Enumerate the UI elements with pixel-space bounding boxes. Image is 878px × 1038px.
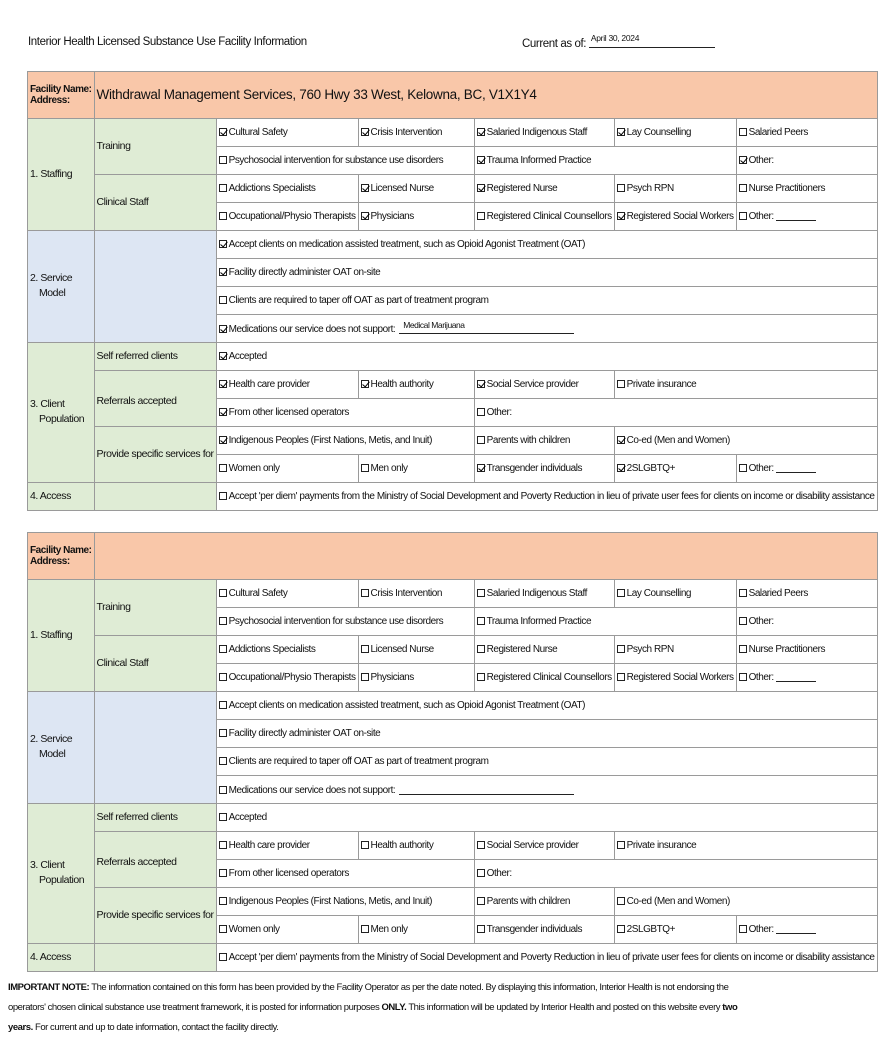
- accepted-label: Accepted: [228, 812, 267, 823]
- option-cell-psychosocial: [216, 147, 474, 175]
- option-cell-administer-oat: [216, 720, 877, 748]
- psych-rpn-label: Psych RPN: [626, 644, 674, 655]
- taper-oat-checkbox[interactable]: [219, 296, 227, 304]
- current-date-field[interactable]: [589, 35, 715, 48]
- administer-oat-checkbox[interactable]: [219, 729, 227, 737]
- cultural-safety-label: Cultural Safety: [228, 588, 288, 599]
- option-cell-indigenous: [216, 427, 474, 455]
- health-care-provider-label: Health care provider: [228, 379, 310, 390]
- registered-nurse-label: Registered Nurse: [486, 644, 558, 655]
- trauma-informed-checkbox[interactable]: [477, 617, 485, 625]
- other-licensed-checkbox[interactable]: [219, 869, 227, 877]
- health-care-provider-checkbox[interactable]: [219, 380, 227, 388]
- option-cell-addictions-specialists: [216, 636, 358, 664]
- option-cell-women-only: [216, 455, 358, 483]
- other-licensed-label: From other licensed operators: [228, 407, 349, 418]
- salaried-indigenous-label: Salaried Indigenous Staff: [486, 588, 587, 599]
- option-cell-salaried-peers: [736, 119, 877, 147]
- registered-nurse-label: Registered Nurse: [486, 183, 558, 194]
- nurse-practitioners-label: Nurse Practitioners: [748, 644, 826, 655]
- cultural-safety-checkbox[interactable]: [219, 589, 227, 597]
- social-service-label: Social Service provider: [486, 379, 579, 390]
- option-cell-other-licensed: [216, 399, 474, 427]
- current-as-of-label: Current as of:: [522, 38, 587, 50]
- option-cell-clinical-other: [736, 664, 877, 692]
- occupational-label: Occupational/Physio Therapists: [228, 211, 356, 222]
- provide-specific-label: Provide specific services for: [94, 888, 216, 944]
- clinical-other-blank-line[interactable]: [776, 672, 816, 682]
- psychosocial-checkbox[interactable]: [219, 156, 227, 164]
- option-cell-coed: [614, 427, 877, 455]
- option-cell-registered-social-workers: [614, 664, 736, 692]
- option-cell-health-care-provider: [216, 371, 358, 399]
- salaried-indigenous-checkbox[interactable]: [477, 128, 485, 136]
- option-cell-men-only: [358, 455, 474, 483]
- specific-other-label: Other:: [748, 924, 774, 935]
- medications-not-support-label: Medications our service does not support:: [228, 323, 396, 335]
- option-cell-social-service: [474, 832, 614, 860]
- current-date-value: April 30, 2024: [590, 33, 640, 43]
- salaried-peers-label: Salaried Peers: [748, 588, 808, 599]
- option-cell-taper-oat: [216, 748, 877, 776]
- taper-oat-label: Clients are required to taper off OAT as part of treatment program: [228, 295, 489, 306]
- note-text-3: For current and up to date information, contact the facility directly.: [32, 1022, 279, 1033]
- registered-counsellors-label: Registered Clinical Counsellors: [486, 672, 612, 683]
- health-care-provider-label: Health care provider: [228, 840, 310, 851]
- social-service-label: Social Service provider: [486, 840, 579, 851]
- option-cell-lay-counselling: [614, 119, 736, 147]
- staffing-section-label: 1. Staffing: [28, 119, 95, 231]
- licensed-nurse-label: Licensed Nurse: [370, 644, 434, 655]
- salaried-peers-checkbox[interactable]: [739, 589, 747, 597]
- medications-not-support-checkbox[interactable]: [219, 325, 227, 333]
- option-cell-salaried-indigenous: [474, 119, 614, 147]
- facility-name-row: [28, 533, 878, 580]
- per-diem-label: Accept 'per diem' payments from the Ministry of Social Development and Poverty Reduction in lieu of private user fees for clients on income or disability assistance: [228, 952, 875, 963]
- indigenous-checkbox[interactable]: [219, 897, 227, 905]
- trauma-informed-label: Trauma Informed Practice: [486, 155, 592, 166]
- registered-nurse-checkbox[interactable]: [477, 645, 485, 653]
- medications-not-support-label: Medications our service does not support:: [228, 784, 396, 796]
- lay-counselling-label: Lay Counselling: [626, 588, 692, 599]
- nurse-practitioners-checkbox[interactable]: [739, 184, 747, 192]
- parents-checkbox[interactable]: [477, 897, 485, 905]
- option-cell-registered-nurse: [474, 175, 614, 203]
- option-cell-psych-rpn: [614, 636, 736, 664]
- option-cell-transgender: [474, 455, 614, 483]
- taper-oat-checkbox[interactable]: [219, 757, 227, 765]
- indigenous-checkbox[interactable]: [219, 436, 227, 444]
- addictions-specialists-checkbox[interactable]: [219, 645, 227, 653]
- addictions-specialists-label: Addictions Specialists: [228, 183, 316, 194]
- private-insurance-checkbox[interactable]: [617, 380, 625, 388]
- option-cell-nurse-practitioners: [736, 175, 877, 203]
- occupational-label: Occupational/Physio Therapists: [228, 672, 356, 683]
- option-cell-salaried-peers: [736, 580, 877, 608]
- form-title: Interior Health Licensed Substance Use Facility Information: [28, 36, 307, 48]
- clinical-other-label: Other:: [748, 211, 774, 222]
- option-cell-transgender: [474, 916, 614, 944]
- private-insurance-label: Private insurance: [626, 379, 697, 390]
- other-licensed-label: From other licensed operators: [228, 868, 349, 879]
- option-cell-per-diem: [216, 483, 877, 511]
- women-only-label: Women only: [228, 463, 280, 474]
- crisis-intervention-label: Crisis Intervention: [370, 127, 443, 138]
- facility-name-address[interactable]: [94, 533, 877, 580]
- referrals-accepted-label: Referrals accepted: [94, 371, 216, 427]
- registered-counsellors-checkbox[interactable]: [477, 212, 485, 220]
- crisis-intervention-checkbox[interactable]: [361, 128, 369, 136]
- access-blank: [94, 944, 216, 972]
- option-cell-per-diem: [216, 944, 877, 972]
- client-population-section-label: 3. Client Population: [28, 343, 95, 483]
- indigenous-label: Indigenous Peoples (First Nations, Metis, and Inuit): [228, 435, 432, 446]
- other-licensed-checkbox[interactable]: [219, 408, 227, 416]
- service-model-blank: [94, 231, 216, 343]
- lgbtq-label: 2SLGBTQ+: [626, 463, 676, 474]
- access-section-label: 4. Access: [28, 483, 95, 511]
- facility-name-label: Facility Name: Address:: [28, 72, 95, 119]
- lay-counselling-checkbox[interactable]: [617, 589, 625, 597]
- current-as-of: [522, 35, 715, 50]
- coed-label: Co-ed (Men and Women): [626, 435, 730, 446]
- lgbtq-checkbox[interactable]: [617, 925, 625, 933]
- option-cell-training-other: [736, 147, 877, 175]
- social-service-checkbox[interactable]: [477, 380, 485, 388]
- per-diem-checkbox[interactable]: [219, 492, 227, 500]
- specific-other-label: Other:: [748, 463, 774, 474]
- registered-social-workers-checkbox[interactable]: [617, 212, 625, 220]
- occupational-checkbox[interactable]: [219, 673, 227, 681]
- accepted-checkbox[interactable]: [219, 813, 227, 821]
- physicians-label: Physicians: [370, 672, 414, 683]
- option-cell-physicians: [358, 664, 474, 692]
- registered-social-workers-label: Registered Social Workers: [626, 211, 734, 222]
- private-insurance-checkbox[interactable]: [617, 841, 625, 849]
- clinical-other-label: Other:: [748, 672, 774, 683]
- option-cell-accept-oat: [216, 692, 877, 720]
- referral-other-checkbox[interactable]: [477, 869, 485, 877]
- option-cell-coed: [614, 888, 877, 916]
- cultural-safety-label: Cultural Safety: [228, 127, 288, 138]
- option-cell-registered-nurse: [474, 636, 614, 664]
- men-only-checkbox[interactable]: [361, 464, 369, 472]
- facility-name-label: Facility Name: Address:: [28, 533, 95, 580]
- training-other-checkbox[interactable]: [739, 156, 747, 164]
- licensed-nurse-label: Licensed Nurse: [370, 183, 434, 194]
- health-authority-checkbox[interactable]: [361, 841, 369, 849]
- clinical-staff-label: Clinical Staff: [94, 636, 216, 692]
- option-cell-health-care-provider: [216, 832, 358, 860]
- self-referred-label: Self referred clients: [94, 804, 216, 832]
- parents-checkbox[interactable]: [477, 436, 485, 444]
- option-cell-addictions-specialists: [216, 175, 358, 203]
- women-only-label: Women only: [228, 924, 280, 935]
- physicians-checkbox[interactable]: [361, 212, 369, 220]
- option-cell-occupational: [216, 203, 358, 231]
- medications-not-support-checkbox[interactable]: [219, 786, 227, 794]
- salaried-peers-checkbox[interactable]: [739, 128, 747, 136]
- addictions-specialists-checkbox[interactable]: [219, 184, 227, 192]
- men-only-checkbox[interactable]: [361, 925, 369, 933]
- option-cell-registered-social-workers: [614, 203, 736, 231]
- training-other-label: Other:: [748, 616, 774, 627]
- option-cell-cultural-safety: [216, 580, 358, 608]
- occupational-checkbox[interactable]: [219, 212, 227, 220]
- option-cell-referral-other: [474, 399, 877, 427]
- lay-counselling-label: Lay Counselling: [626, 127, 692, 138]
- option-cell-medications-not-support: [216, 776, 877, 804]
- option-cell-clinical-other: [736, 203, 877, 231]
- clinical-other-checkbox[interactable]: [739, 212, 747, 220]
- addictions-specialists-label: Addictions Specialists: [228, 644, 316, 655]
- option-cell-registered-counsellors: [474, 203, 614, 231]
- medications-unsupported-field[interactable]: [399, 784, 574, 795]
- option-cell-registered-counsellors: [474, 664, 614, 692]
- licensed-nurse-checkbox[interactable]: [361, 645, 369, 653]
- option-cell-specific-other: [736, 916, 877, 944]
- option-cell-lay-counselling: [614, 580, 736, 608]
- option-cell-psychosocial: [216, 608, 474, 636]
- psychosocial-label: Psychosocial intervention for substance use disorders: [228, 616, 444, 627]
- service-model-section-label: 2. Service Model: [28, 231, 95, 343]
- option-cell-psych-rpn: [614, 175, 736, 203]
- option-cell-parents: [474, 427, 614, 455]
- option-cell-indigenous: [216, 888, 474, 916]
- salaried-peers-label: Salaried Peers: [748, 127, 808, 138]
- clinical-other-blank-line[interactable]: [776, 211, 816, 221]
- psych-rpn-label: Psych RPN: [626, 183, 674, 194]
- registered-counsellors-checkbox[interactable]: [477, 673, 485, 681]
- accept-oat-label: Accept clients on medication assisted treatment, such as Opioid Agonist Treatment (OAT): [228, 239, 585, 250]
- client-population-section-label: 3. Client Population: [28, 804, 95, 944]
- registered-social-workers-label: Registered Social Workers: [626, 672, 734, 683]
- referral-other-label: Other:: [486, 407, 512, 418]
- transgender-checkbox[interactable]: [477, 925, 485, 933]
- access-blank: [94, 483, 216, 511]
- administer-oat-label: Facility directly administer OAT on-site: [228, 728, 381, 739]
- trauma-informed-checkbox[interactable]: [477, 156, 485, 164]
- self-referred-label: Self referred clients: [94, 343, 216, 371]
- health-care-provider-checkbox[interactable]: [219, 841, 227, 849]
- psych-rpn-checkbox[interactable]: [617, 184, 625, 192]
- accepted-label: Accepted: [228, 351, 267, 362]
- option-cell-private-insurance: [614, 832, 877, 860]
- option-cell-cultural-safety: [216, 119, 358, 147]
- crisis-intervention-label: Crisis Intervention: [370, 588, 443, 599]
- option-cell-trauma-informed: [474, 608, 736, 636]
- important-note: [8, 978, 760, 1038]
- parents-label: Parents with children: [486, 896, 570, 907]
- lgbtq-label: 2SLGBTQ+: [626, 924, 676, 935]
- option-cell-referral-other: [474, 860, 877, 888]
- nurse-practitioners-label: Nurse Practitioners: [748, 183, 826, 194]
- lay-counselling-checkbox[interactable]: [617, 128, 625, 136]
- facility-table-2: [27, 532, 878, 972]
- referral-other-checkbox[interactable]: [477, 408, 485, 416]
- specific-other-checkbox[interactable]: [739, 925, 747, 933]
- access-section-label: 4. Access: [28, 944, 95, 972]
- provide-specific-label: Provide specific services for: [94, 427, 216, 483]
- option-cell-lgbtq: [614, 916, 736, 944]
- option-cell-health-authority: [358, 832, 474, 860]
- option-cell-licensed-nurse: [358, 175, 474, 203]
- health-authority-label: Health authority: [370, 379, 434, 390]
- clinical-staff-label: Clinical Staff: [94, 175, 216, 231]
- option-cell-health-authority: [358, 371, 474, 399]
- physicians-checkbox[interactable]: [361, 673, 369, 681]
- option-cell-salaried-indigenous: [474, 580, 614, 608]
- facility-name-address[interactable]: Withdrawal Management Services, 760 Hwy 33 West, Kelowna, BC, V1X1Y4: [94, 72, 877, 119]
- salaried-indigenous-label: Salaried Indigenous Staff: [486, 127, 587, 138]
- clinical-other-checkbox[interactable]: [739, 673, 747, 681]
- facility-name-row: [28, 72, 878, 119]
- note-label: IMPORTANT NOTE:: [8, 982, 90, 993]
- coed-checkbox[interactable]: [617, 436, 625, 444]
- indigenous-label: Indigenous Peoples (First Nations, Metis, and Inuit): [228, 896, 432, 907]
- specific-other-checkbox[interactable]: [739, 464, 747, 472]
- transgender-label: Transgender individuals: [486, 924, 583, 935]
- salaried-indigenous-checkbox[interactable]: [477, 589, 485, 597]
- option-cell-accept-oat: [216, 231, 877, 259]
- option-cell-administer-oat: [216, 259, 877, 287]
- trauma-informed-label: Trauma Informed Practice: [486, 616, 592, 627]
- medications-unsupported-field[interactable]: [399, 319, 574, 334]
- parents-label: Parents with children: [486, 435, 570, 446]
- option-cell-parents: [474, 888, 614, 916]
- men-only-label: Men only: [370, 463, 408, 474]
- nurse-practitioners-checkbox[interactable]: [739, 645, 747, 653]
- registered-counsellors-label: Registered Clinical Counsellors: [486, 211, 612, 222]
- option-cell-physicians: [358, 203, 474, 231]
- accept-oat-checkbox[interactable]: [219, 240, 227, 248]
- coed-label: Co-ed (Men and Women): [626, 896, 730, 907]
- psych-rpn-checkbox[interactable]: [617, 645, 625, 653]
- option-cell-social-service: [474, 371, 614, 399]
- registered-social-workers-checkbox[interactable]: [617, 673, 625, 681]
- administer-oat-checkbox[interactable]: [219, 268, 227, 276]
- transgender-label: Transgender individuals: [486, 463, 583, 474]
- option-cell-occupational: [216, 664, 358, 692]
- option-cell-taper-oat: [216, 287, 877, 315]
- crisis-intervention-checkbox[interactable]: [361, 589, 369, 597]
- registered-nurse-checkbox[interactable]: [477, 184, 485, 192]
- facility-table-1: [27, 71, 878, 511]
- per-diem-checkbox[interactable]: [219, 953, 227, 961]
- option-cell-accepted: [216, 804, 877, 832]
- option-cell-women-only: [216, 916, 358, 944]
- specific-other-blank-line[interactable]: [776, 463, 816, 473]
- note-only: ONLY.: [381, 1002, 407, 1013]
- training-other-label: Other:: [748, 155, 774, 166]
- note-text-1: The information contained on this form has been provided by the Facility Operator as per the date noted. By displaying this information, Interior Health is not endorsing the operators' chosen clinical substance use treatment framework, it is posted for information purposes: [8, 982, 729, 1013]
- taper-oat-label: Clients are required to taper off OAT as part of treatment program: [228, 756, 489, 767]
- health-authority-label: Health authority: [370, 840, 434, 851]
- psychosocial-label: Psychosocial intervention for substance use disorders: [228, 155, 444, 166]
- referral-other-label: Other:: [486, 868, 512, 879]
- physicians-label: Physicians: [370, 211, 414, 222]
- option-cell-nurse-practitioners: [736, 636, 877, 664]
- coed-checkbox[interactable]: [617, 897, 625, 905]
- option-cell-men-only: [358, 916, 474, 944]
- social-service-checkbox[interactable]: [477, 841, 485, 849]
- transgender-checkbox[interactable]: [477, 464, 485, 472]
- administer-oat-label: Facility directly administer OAT on-site: [228, 267, 381, 278]
- referrals-accepted-label: Referrals accepted: [94, 832, 216, 888]
- training-label: Training: [94, 119, 216, 175]
- lgbtq-checkbox[interactable]: [617, 464, 625, 472]
- accept-oat-label: Accept clients on medication assisted treatment, such as Opioid Agonist Treatment (OAT): [228, 700, 585, 711]
- option-cell-trauma-informed: [474, 147, 736, 175]
- men-only-label: Men only: [370, 924, 408, 935]
- option-cell-other-licensed: [216, 860, 474, 888]
- private-insurance-label: Private insurance: [626, 840, 697, 851]
- option-cell-medications-not-support: [216, 315, 877, 343]
- medications-unsupported-value: Medical Marijuana: [403, 319, 465, 330]
- psychosocial-checkbox[interactable]: [219, 617, 227, 625]
- cultural-safety-checkbox[interactable]: [219, 128, 227, 136]
- training-label: Training: [94, 580, 216, 636]
- specific-other-blank-line[interactable]: [776, 924, 816, 934]
- option-cell-specific-other: [736, 455, 877, 483]
- training-other-checkbox[interactable]: [739, 617, 747, 625]
- option-cell-private-insurance: [614, 371, 877, 399]
- option-cell-licensed-nurse: [358, 636, 474, 664]
- option-cell-crisis-intervention: [358, 580, 474, 608]
- health-authority-checkbox[interactable]: [361, 380, 369, 388]
- staffing-section-label: 1. Staffing: [28, 580, 95, 692]
- option-cell-lgbtq: [614, 455, 736, 483]
- service-model-blank: [94, 692, 216, 804]
- note-two-years: two years.: [8, 1002, 738, 1033]
- note-text-2: This information will be updated by Interior Health and posted on this website every: [406, 1002, 723, 1013]
- option-cell-training-other: [736, 608, 877, 636]
- accept-oat-checkbox[interactable]: [219, 701, 227, 709]
- accepted-checkbox[interactable]: [219, 352, 227, 360]
- licensed-nurse-checkbox[interactable]: [361, 184, 369, 192]
- service-model-section-label: 2. Service Model: [28, 692, 95, 804]
- per-diem-label: Accept 'per diem' payments from the Ministry of Social Development and Poverty Reduction in lieu of private user fees for clients on income or disability assistance: [228, 491, 875, 502]
- women-only-checkbox[interactable]: [219, 925, 227, 933]
- option-cell-crisis-intervention: [358, 119, 474, 147]
- women-only-checkbox[interactable]: [219, 464, 227, 472]
- option-cell-accepted: [216, 343, 877, 371]
